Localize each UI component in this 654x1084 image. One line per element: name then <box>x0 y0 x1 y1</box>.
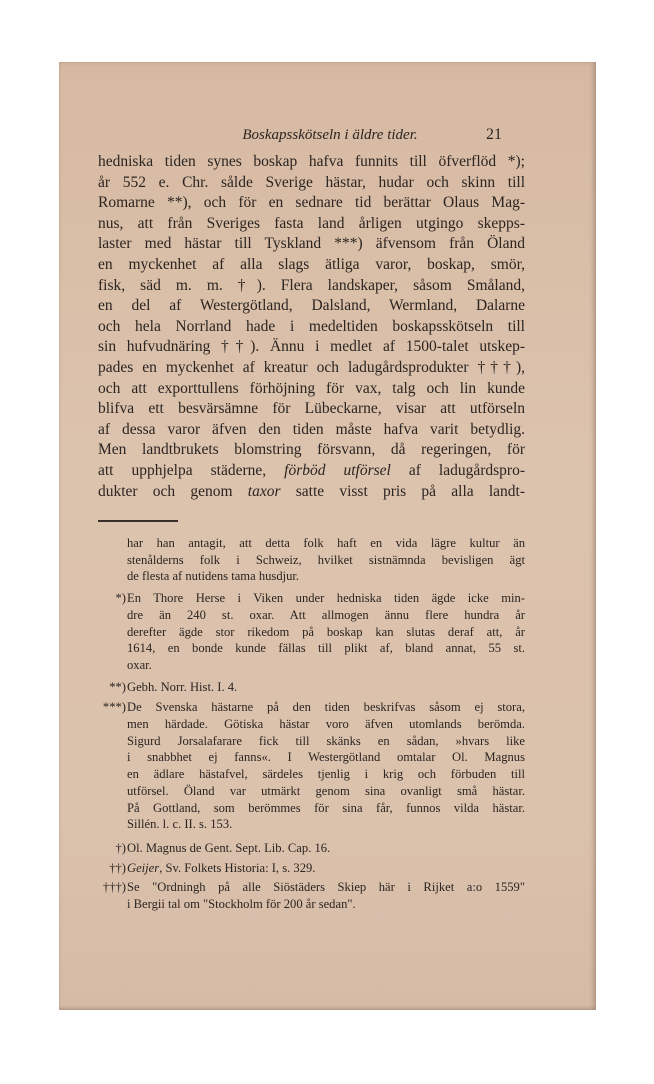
footnote-line: Sillén. l. c. II. s. 153. <box>127 817 233 832</box>
footnote-line: De Svenska hästarne på den tiden beskrifvas såsom ej stora, <box>127 700 525 715</box>
text-line: år 552 e. Chr. sålde Sverige hästar, hudar och skinn till <box>98 173 525 191</box>
text-line: hedniska tiden synes boskap hafva funnits till öfverflöd *); <box>98 153 525 170</box>
footnote-line: En Thore Herse i Viken under hedniska tiden ägde icke min- <box>127 591 525 606</box>
footnote-line: i snabbhet ej fanns«. I Westergötland omtalar Ol. Magnus <box>127 750 525 765</box>
text-line: Romarne **), och för en sednare tid berättar Olaus Mag- <box>98 194 525 212</box>
running-header: Boskapsskötseln i äldre tider. <box>242 127 418 143</box>
footnote-line: derefter ägde stor rikedom på boskap kan slutas deraf att, år <box>127 624 525 639</box>
footnote-line: Gebh. Norr. Hist. I. 4. <box>127 679 238 694</box>
text-line: en myckenhet af alla slags ätliga varor, boskap, smör, <box>98 256 525 273</box>
footnote-line: Se "Ordningh på alle Siöstäders Skiep här i Rijket a:o 1559" <box>127 880 525 895</box>
text-line: och hela Norrland hade i medeltiden boskapsskötseln till <box>98 317 525 335</box>
text-line: blifva ett besvärsämne för Lübeckarne, visar att utförseln <box>98 400 525 418</box>
text-line: en del af Westergötland, Dalsland, Wermland, Dalarne <box>98 297 525 315</box>
footnote-marker: **) <box>109 679 126 694</box>
italic-text: taxor <box>247 482 281 500</box>
text-line: fisk, säd m. m. †). Flera landskaper, såsom Småland, <box>98 276 525 294</box>
footnote-line: men härdade. Götiska hästar voro äfven utomlands berömda. <box>127 717 525 731</box>
footnote-marker: ***) <box>102 700 126 715</box>
text-line: Men landtbrukets blomstring försvann, då regeringen, för <box>98 441 525 459</box>
footnote-line: Sigurd Jorsalafarare fick till skänks en sådan, »hvars like <box>127 733 525 748</box>
footnote-line: har han antagit, att detta folk haft en vida lägre kultur än <box>127 536 525 550</box>
footnote-line: oxar. <box>127 657 152 672</box>
text-segment: , Sv. Folkets Historia: I, s. 329. <box>159 860 316 875</box>
footnote-line: en ädlare hästafvel, särdeles tjenlig i krig och förbuden till <box>127 767 525 782</box>
text-line: och att exporttullens förhöjning för vax, talg och lin kunde <box>98 379 525 397</box>
text-segment: att upphjelpa städerne, <box>98 462 285 479</box>
italic-text: förböd utförsel <box>284 462 391 479</box>
footnote-line: 1614, en bonde kunde fällas till plikt af, bland annat, 55 st. <box>127 641 525 656</box>
text-line: pades en myckenhet af kreatur och ladugårdsprodukter †††), <box>98 359 525 376</box>
text-line <box>98 461 525 481</box>
text-segment: dukter och genom <box>98 482 248 500</box>
text-segment: satte visst pris på alla landt- <box>280 482 525 500</box>
footnote-line: dre än 240 st. oxar. Att allmogen ännu flere hundra år <box>127 607 525 622</box>
footnote-marker: †) <box>115 840 126 855</box>
text-line: nus, att från Sveriges fasta land årligen utgingo skepps- <box>98 214 525 232</box>
footnote-line: Ol. Magnus de Gent. Sept. Lib. Cap. 16. <box>127 840 331 855</box>
footnote-separator <box>98 520 178 522</box>
text-segment: af ladugårdspro- <box>390 462 526 479</box>
text-line: sin hufvudnäring ††). Ännu i medlet af 1500-talet utskep- <box>98 338 525 356</box>
footnote-marker: †††) <box>102 880 126 895</box>
text-line: af dessa varor äfven den tiden måste hafva varit betydlig. <box>98 420 525 438</box>
footnote-line: de flesta af nutidens tama husdjur. <box>127 569 300 584</box>
page-number: 21 <box>486 126 502 143</box>
footnote-line <box>127 860 525 876</box>
footnote-marker: ††) <box>109 860 126 875</box>
text-line: laster med hästar till Tyskland ***) äfvensom från Öland <box>98 235 525 253</box>
text-line <box>98 482 525 502</box>
footnote-line: utförsel. Öland var utmärkt genom sina ovanligt små hästar. <box>127 783 525 798</box>
footnote-line: i Bergii tal om "Stockholm för 200 år sedan". <box>127 897 356 911</box>
footnote-line: stenålderns folk i Schweiz, hvilket sistnämnda bevisligen ägt <box>127 552 525 567</box>
footnote-line: På Gottland, som berömmes för sina får, funnos vilda hästar. <box>127 800 525 815</box>
footnote-marker: *) <box>115 591 126 606</box>
italic-text: Geijer <box>127 860 160 875</box>
